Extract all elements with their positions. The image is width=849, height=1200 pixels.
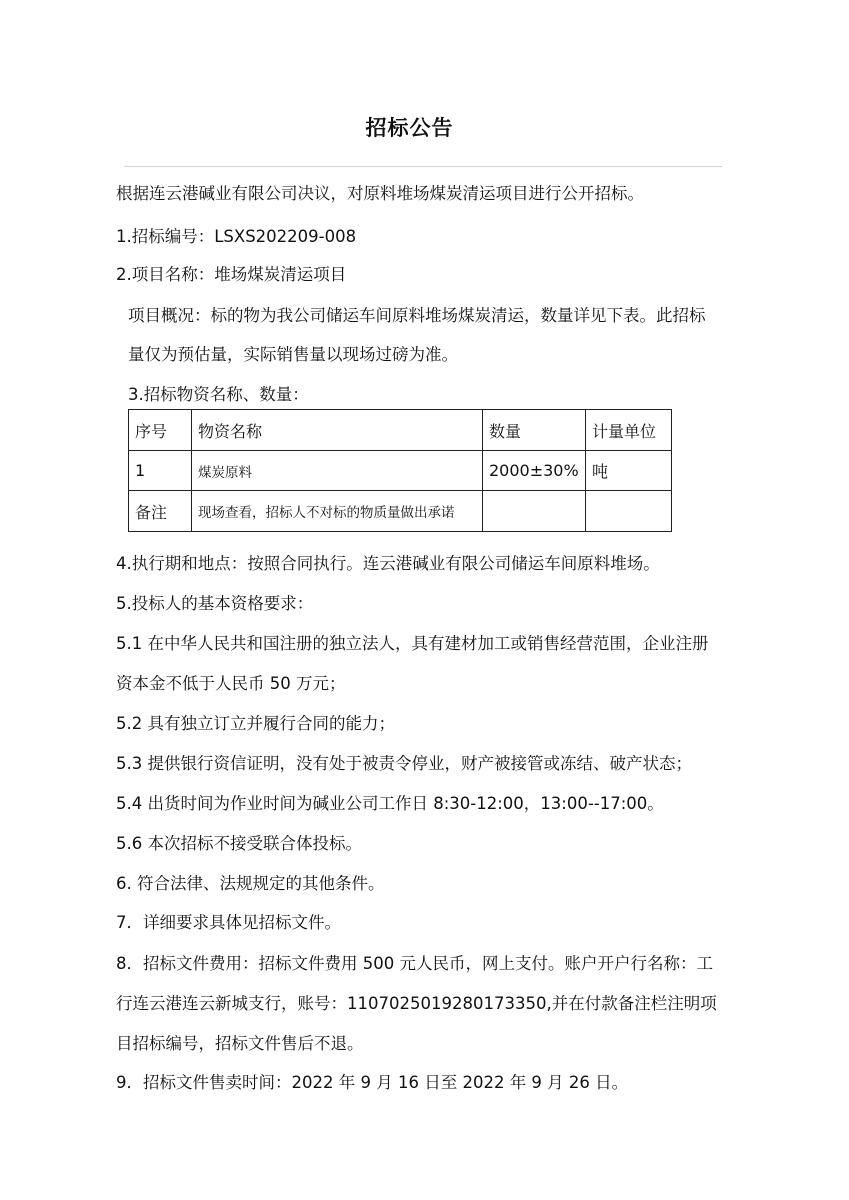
- table-cell: 现场查看，招标人不对标的物质量做出承诺: [192, 491, 483, 532]
- intro-paragraph: 根据连云港碱业有限公司决议，对原料堆场煤炭清运项目进行公开招标。: [116, 184, 644, 203]
- title-divider: [124, 166, 722, 167]
- document-title: 招标公告: [365, 116, 454, 140]
- project-overview-line-1: 项目概况：标的物为我公司储运车间原料堆场煤炭清运，数量详见下表。此招标: [128, 306, 706, 325]
- table-row: [129, 451, 672, 491]
- tender-number: 1.招标编号：LSXS202209-008: [116, 227, 357, 246]
- project-name: 2.项目名称：堆场煤炭清运项目: [116, 265, 347, 284]
- sale-period: 9．招标文件售卖时间：2022 年 9 月 16 日至 2022 年 9 月 26 日。: [116, 1073, 629, 1092]
- table-cell: [483, 491, 586, 532]
- other-conditions: 6. 符合法律、法规规定的其他条件。: [116, 874, 385, 893]
- table-cell: 吨: [586, 451, 672, 491]
- table-cell: 2000±30%: [483, 451, 586, 491]
- qualification-5-3: 5.3 提供银行资信证明，没有处于被责令停业，财产被接管或冻结、破产状态；: [116, 754, 692, 773]
- table-header-row: [129, 410, 672, 451]
- qualification-5-1-line-2: 资本金不低于人民币 50 万元；: [116, 674, 346, 693]
- document-fee-line-2: 行连云港连云新城支行，账号：1107025019280173350,并在付款备注栏注明项: [116, 994, 717, 1013]
- table-header-cell: 数量: [483, 410, 586, 451]
- table-row: [129, 491, 672, 532]
- qualification-5-2: 5.2 具有独立订立并履行合同的能力；: [116, 714, 395, 733]
- materials-table: [128, 409, 672, 532]
- table-cell: 备注: [129, 491, 192, 532]
- qualification-5-4: 5.4 出货时间为作业时间为碱业公司工作日 8:30-12:00，13:00--17:00。: [116, 794, 664, 813]
- document-fee-line-1: 8．招标文件费用：招标文件费用 500 元人民币，网上支付。账户开户行名称：工: [116, 954, 713, 973]
- qualification-5-6: 5.6 本次招标不接受联合体投标。: [116, 834, 362, 853]
- materials-heading: 3.招标物资名称、数量：: [128, 385, 309, 404]
- qualification-5-1-line-1: 5.1 在中华人民共和国注册的独立法人，具有建材加工或销售经营范围，企业注册: [116, 634, 709, 653]
- execution-period: 4.执行期和地点：按照合同执行。连云港碱业有限公司储运车间原料堆场。: [116, 554, 660, 573]
- detailed-requirements: 7．详细要求具体见招标文件。: [116, 913, 341, 932]
- qualification-heading: 5.投标人的基本资格要求：: [116, 594, 314, 613]
- table-header-cell: 物资名称: [192, 410, 483, 451]
- table-header-cell: 序号: [129, 410, 192, 451]
- table-cell: 1: [129, 451, 192, 491]
- document-fee-line-3: 目招标编号，招标文件售后不退。: [116, 1034, 364, 1053]
- table-cell: [586, 491, 672, 532]
- project-overview-line-2: 量仅为预估量，实际销售量以现场过磅为准。: [128, 345, 458, 364]
- table-cell: 煤炭原料: [192, 451, 483, 491]
- table-header-cell: 计量单位: [586, 410, 672, 451]
